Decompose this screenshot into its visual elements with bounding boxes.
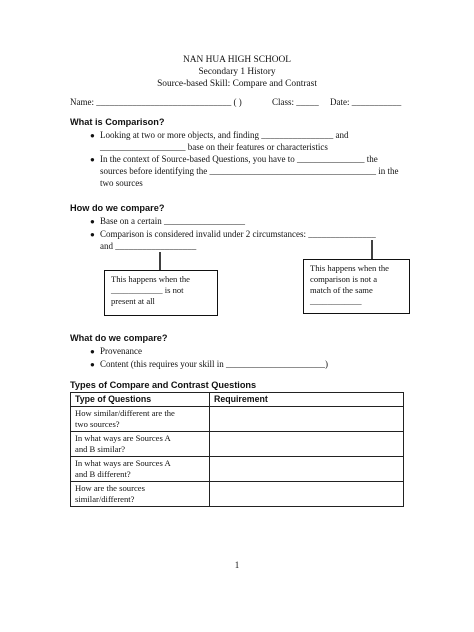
table-row xyxy=(71,432,404,457)
requirement-cell[interactable] xyxy=(210,457,404,482)
how-bullet-2-line-2: and __________________ xyxy=(100,241,197,251)
cell-line: and B different? xyxy=(75,469,131,479)
requirement-cell[interactable] xyxy=(210,407,404,432)
box-right-line-3: match of the same xyxy=(310,285,373,295)
requirement-cell[interactable] xyxy=(210,432,404,457)
question-types-table xyxy=(70,392,404,507)
box-right-line-1: This happens when the xyxy=(310,263,389,273)
what-bullet-2: Content (this requires your skill in ______________________) xyxy=(100,359,328,369)
table-row xyxy=(71,482,404,507)
how-bullet-1: Base on a certain __________________ xyxy=(100,216,245,226)
class-field: Class: _____ xyxy=(272,97,319,107)
comparison-bullet-1-line-2: ___________________ base on their features or characteristics xyxy=(100,142,328,152)
table-row xyxy=(71,457,404,482)
date-field: Date: ___________ xyxy=(330,97,402,107)
header-requirement: Requirement xyxy=(210,393,404,407)
question-type-cell xyxy=(71,432,210,457)
bullet-icon: ● xyxy=(90,360,95,369)
cell-line: How are the sources xyxy=(75,483,145,493)
table-row xyxy=(71,407,404,432)
page-number: 1 xyxy=(234,560,240,570)
comparison-bullet-1-line-1: Looking at two or more objects, and finding ________________ and xyxy=(100,130,349,140)
subject-title: Secondary 1 History xyxy=(198,67,276,77)
invalid-reason-box-left xyxy=(104,270,218,316)
cell-line: and B similar? xyxy=(75,444,126,454)
cell-line: In what ways are Sources A xyxy=(75,458,171,468)
cell-line: In what ways are Sources A xyxy=(75,433,171,443)
what-bullet-1: Provenance xyxy=(100,346,142,356)
invalid-reason-box-right xyxy=(303,259,410,314)
question-type-cell xyxy=(71,457,210,482)
topic-title: Source-based Skill: Compare and Contrast xyxy=(157,79,317,89)
bullet-icon: ● xyxy=(90,217,95,226)
cell-line: How similar/different are the xyxy=(75,408,175,418)
section-title-comparison: What is Comparison? xyxy=(70,117,165,127)
requirement-cell[interactable] xyxy=(210,482,404,507)
bullet-icon: ● xyxy=(90,347,95,356)
comparison-bullet-2-line-2: sources before identifying the _____________________________________ in the xyxy=(100,166,399,176)
comparison-bullet-2-line-3: two sources xyxy=(100,178,143,188)
table-header-row xyxy=(71,393,404,407)
box-left-line-1: This happens when the xyxy=(111,274,190,284)
box-left-line-2: ____________ is not xyxy=(111,285,184,295)
name-field: Name: ______________________________ ( ) xyxy=(70,97,242,107)
cell-line: two sources? xyxy=(75,419,120,429)
school-name: NAN HUA HIGH SCHOOL xyxy=(182,55,292,65)
how-bullet-2-line-1: Comparison is considered invalid under 2 circumstances: _______________ xyxy=(100,229,376,239)
box-right-line-4: ____________ xyxy=(310,296,362,306)
section-title-what: What do we compare? xyxy=(70,333,168,343)
section-title-how: How do we compare? xyxy=(70,203,165,213)
comparison-bullet-2-line-1: In the context of Source-based Questions, you have to _______________ the xyxy=(100,154,378,164)
box-left-line-3: present at all xyxy=(111,296,155,306)
bullet-icon: ● xyxy=(90,155,95,164)
question-type-cell xyxy=(71,482,210,507)
section-title-types: Types of Compare and Contrast Questions xyxy=(70,380,257,390)
header-type-of-questions: Type of Questions xyxy=(71,393,210,407)
bullet-icon: ● xyxy=(90,131,95,140)
box-right-line-2: comparison is not a xyxy=(310,274,378,284)
question-type-cell xyxy=(71,407,210,432)
bullet-icon: ● xyxy=(90,230,95,239)
cell-line: similar/different? xyxy=(75,494,135,504)
